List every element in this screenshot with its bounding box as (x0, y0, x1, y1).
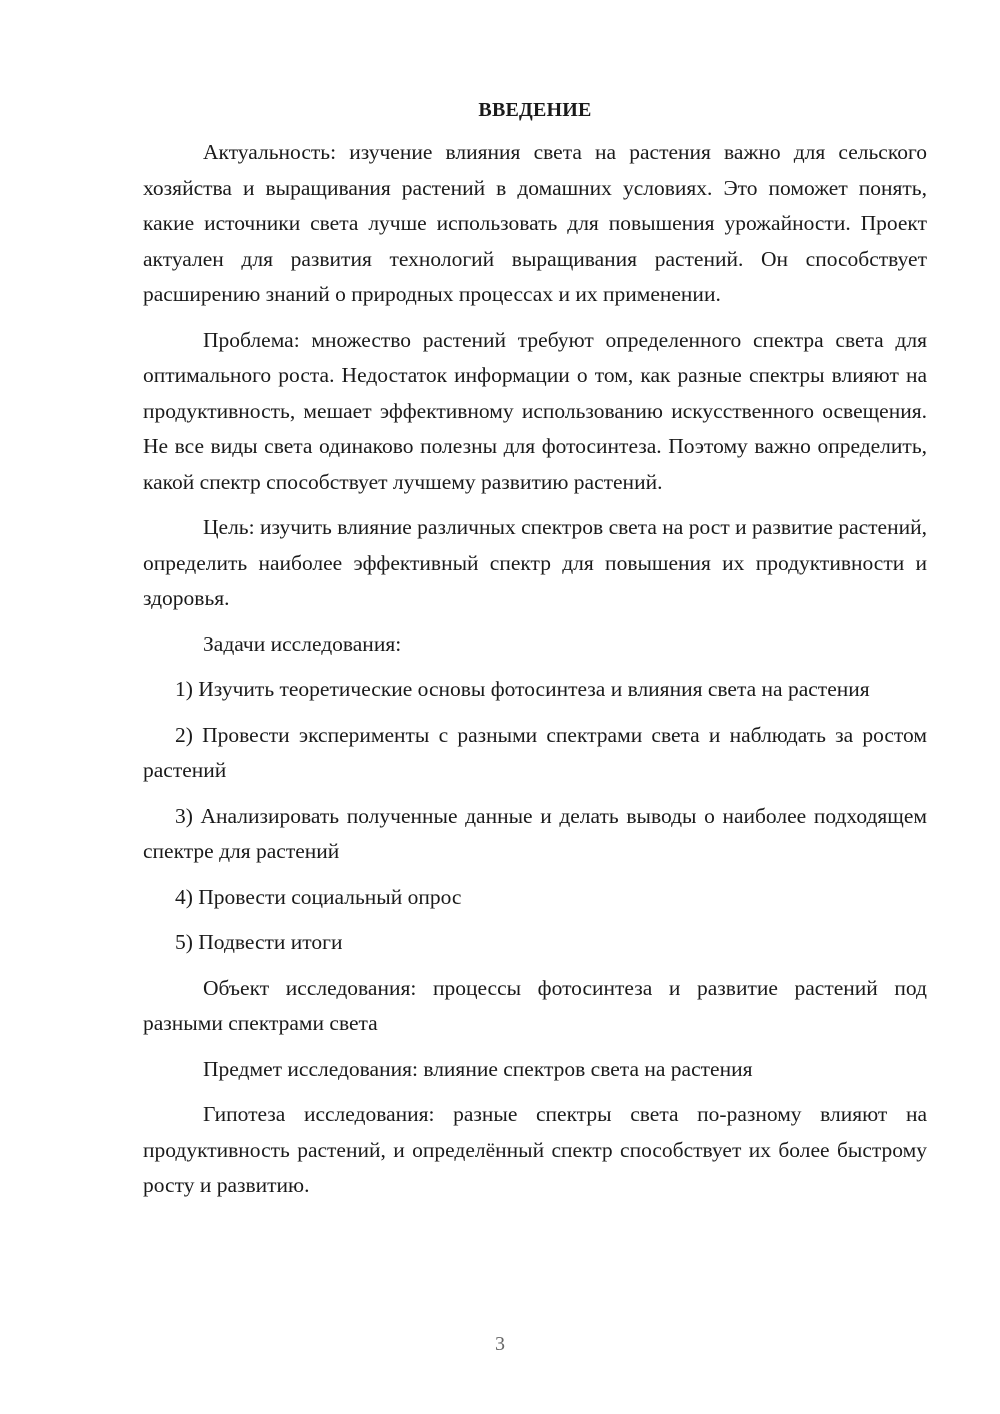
paragraph-object: Объект исследования: процессы фотосинтеза и развитие растений под разными спектрами света (143, 975, 927, 1035)
task-item-4: 4) Провести социальный опрос (175, 884, 462, 909)
task-item-1: 1) Изучить теоретические основы фотосинтеза и влияния света на растения (175, 677, 870, 701)
paragraph-relevance: Актуальность: изучение влияния света на растения важно для сельского хозяйства и выращивания растений в домашних условиях. Это поможет понять, какие источники света лучше использовать для повышения урожайности. Проект актуален для развития технологий выращивания растений. Он способствует расширению знаний о природных процессах и их применении. (143, 140, 927, 306)
page-number: 3 (495, 1333, 505, 1355)
task-item-2: 2) Провести эксперименты с разными спектрами света и наблюдать за ростом растений (143, 722, 927, 782)
paragraph-tasks-heading: Задачи исследования: (203, 631, 402, 656)
page-content (143, 96, 927, 1214)
paragraph-goal: Цель: изучить влияние различных спектров света на рост и развитие растений, определить наиболее эффективный спектр для повышения их продуктивности и здоровья. (143, 515, 927, 610)
paragraph-problem: Проблема: множество растений требуют определенного спектра света для оптимального роста. Недостаток информации о том, как разные спектры влияют на продуктивность, мешает эффективному использованию искусственного освещения. Не все виды света одинаково полезны для фотосинтеза. Поэтому важно определить, какой спектр способствует лучшему развитию растений. (143, 327, 927, 494)
paragraph-hypothesis: Гипотеза исследования: разные спектры света по-разному влияют на продуктивность растений, и определённый спектр способствует их более быстрому росту и развитию. (143, 1102, 927, 1197)
task-item-5: 5) Подвести итоги (175, 930, 343, 954)
task-item-3: 3) Анализировать полученные данные и делать выводы о наиболее подходящем спектре для растений (143, 803, 927, 863)
paragraph-subject: Предмет исследования: влияние спектров света на растения (203, 1056, 753, 1081)
section-title: ВВЕДЕНИЕ (478, 99, 592, 121)
